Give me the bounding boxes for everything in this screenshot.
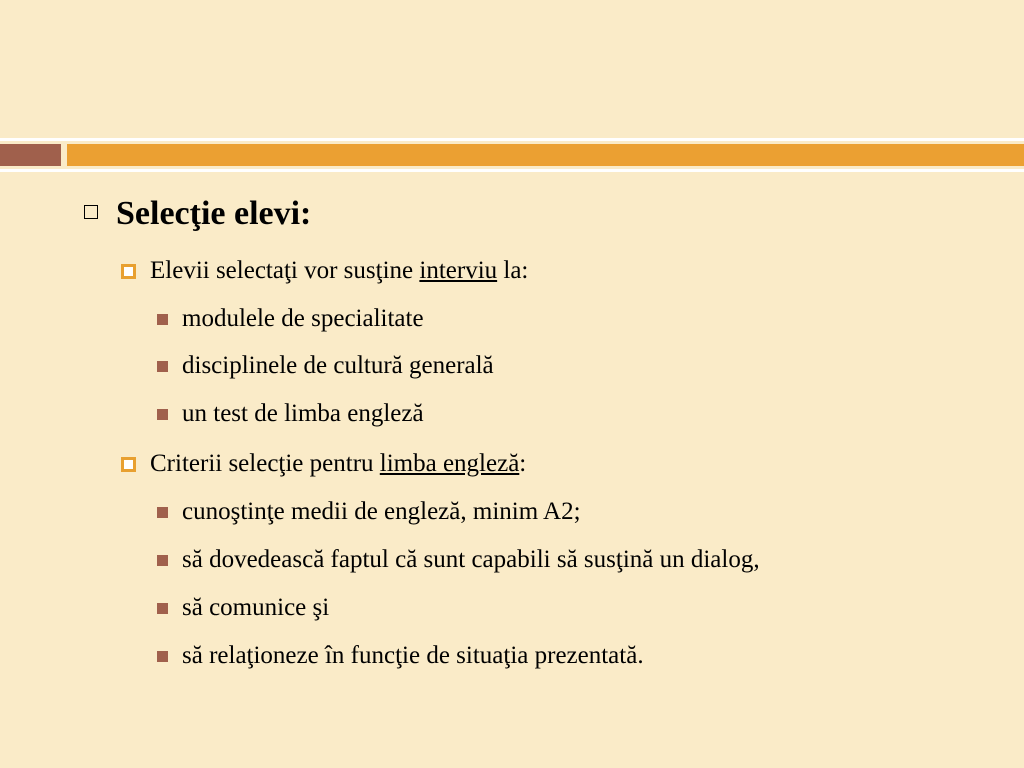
filled-square-bullet-icon	[157, 603, 168, 614]
filled-square-bullet-icon	[157, 651, 168, 662]
slide-heading: Selecţie elevi:	[116, 195, 312, 232]
slide-header-area	[0, 0, 1024, 138]
filled-square-bullet-icon	[157, 314, 168, 325]
list-item-text: un test de limba engleză	[182, 400, 424, 427]
filled-square-bullet-icon	[157, 409, 168, 420]
filled-square-bullet-icon	[157, 507, 168, 518]
section-text-before: Elevii selectaţi vor susţine	[150, 257, 420, 284]
list-item-text: modulele de specialitate	[182, 305, 424, 332]
list-item-text: să relaţioneze în funcţie de situaţia prezentată.	[182, 642, 644, 669]
section-text-after: la:	[497, 257, 529, 284]
divider-block-left	[0, 144, 61, 166]
divider-top-line	[0, 138, 1024, 141]
orange-square-bullet-icon	[121, 457, 136, 472]
section-text-before: Criterii selecţie pentru	[150, 450, 380, 477]
decorative-divider	[0, 138, 1024, 172]
section-underlined-term: interviu	[419, 257, 498, 284]
slide-body	[0, 172, 1024, 768]
filled-square-bullet-icon	[157, 361, 168, 372]
divider-block-right	[67, 144, 1024, 166]
list-item-text: disciplinele de cultură generală	[182, 352, 494, 379]
list-item-text: cunoştinţe medii de engleză, minim A2;	[182, 498, 581, 525]
section-text	[150, 447, 526, 481]
orange-square-bullet-icon	[121, 264, 136, 279]
section-text-after: :	[519, 450, 527, 477]
list-item-text: să dovedească faptul că sunt capabili să susţină un dialog,	[182, 546, 760, 573]
filled-square-bullet-icon	[157, 555, 168, 566]
hollow-square-icon	[84, 205, 98, 219]
section-text	[150, 254, 528, 288]
section-underlined-term: limba engleză	[379, 450, 520, 477]
list-item-text: să comunice şi	[182, 594, 330, 621]
